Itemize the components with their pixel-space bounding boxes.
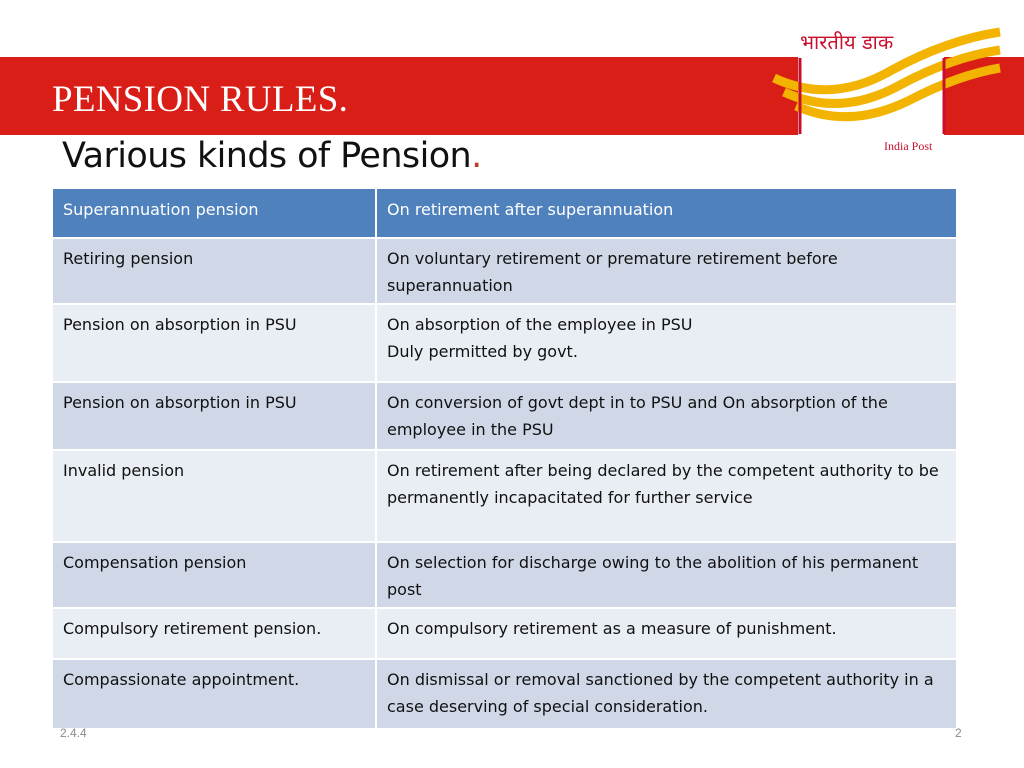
table-row: [52, 450, 957, 542]
pension-type-cell: Pension on absorption in PSU: [52, 304, 376, 382]
pension-kinds-table: [51, 187, 958, 730]
pension-condition-cell: On compulsory retirement as a measure of punishment.: [376, 608, 957, 659]
table-row: [52, 238, 957, 304]
pension-type-cell: Compassionate appointment.: [52, 659, 376, 729]
pension-condition-cell: On retirement after being declared by the competent authority to be permanently incapacitated for further service: [376, 450, 957, 542]
table-header-cell: Superannuation pension: [52, 188, 376, 238]
logo-english-text: India Post: [884, 139, 933, 153]
slide-title: PENSION RULES.: [52, 79, 349, 120]
slide-subtitle: [62, 136, 482, 176]
pension-condition-cell: On selection for discharge owing to the abolition of his permanent post: [376, 542, 957, 608]
pension-condition-cell: On voluntary retirement or premature retirement before superannuation: [376, 238, 957, 304]
table-row: [52, 542, 957, 608]
table-row: [52, 382, 957, 450]
logo-hindi-text: भारतीय डाक: [800, 30, 894, 54]
subtitle-dot: .: [471, 136, 482, 176]
pension-type-cell: Compensation pension: [52, 542, 376, 608]
footer-section-number: 2.4.4: [60, 726, 87, 740]
pension-type-cell: Retiring pension: [52, 238, 376, 304]
table-row: [52, 608, 957, 659]
table-header-cell: On retirement after superannuation: [376, 188, 957, 238]
pension-condition-cell: On conversion of govt dept in to PSU and On absorption of the employee in the PSU: [376, 382, 957, 450]
pension-type-cell: Pension on absorption in PSU: [52, 382, 376, 450]
slide-page-number: 2: [955, 726, 962, 740]
india-post-logo-icon: [772, 0, 1002, 160]
pension-type-cell: Compulsory retirement pension.: [52, 608, 376, 659]
pension-condition-cell: On absorption of the employee in PSU Duly permitted by govt.: [376, 304, 957, 382]
table-row: [52, 304, 957, 382]
table-header-row: [52, 188, 957, 238]
table-row: [52, 659, 957, 729]
subtitle-text: Various kinds of Pension: [62, 136, 472, 176]
pension-type-cell: Invalid pension: [52, 450, 376, 542]
pension-condition-cell: On dismissal or removal sanctioned by the competent authority in a case deserving of special consideration.: [376, 659, 957, 729]
